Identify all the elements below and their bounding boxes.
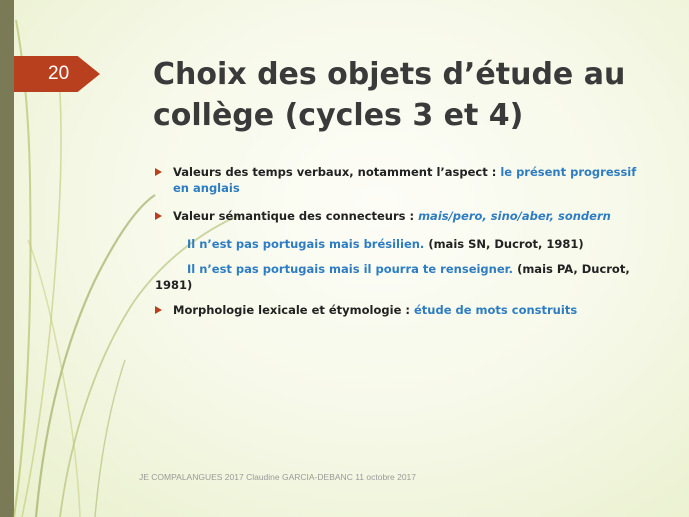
grass-stroke <box>95 360 125 517</box>
bullet-label: Valeur sémantique des connecteurs : <box>173 209 419 223</box>
example-text: Il n’est pas portugais mais il pourra te renseigner. <box>187 262 514 276</box>
grass-stroke <box>22 60 61 517</box>
bullet-label: Morphologie lexicale et étymologie : <box>173 303 414 317</box>
left-sidebar-bar <box>0 0 14 517</box>
bullet-arrow-icon <box>155 168 162 176</box>
bullet-highlight: mais/pero, sino/aber, sondern <box>418 209 611 223</box>
bullet-label: Valeurs des temps verbaux, notamment l’aspect : <box>173 165 501 179</box>
bullet-arrow-icon <box>155 212 162 220</box>
grass-stroke <box>14 20 30 517</box>
grass-stroke <box>36 195 155 517</box>
slide-title-line-1: Choix des objets d’étude au <box>153 57 626 92</box>
example-reference: (mais SN, Ducrot, 1981) <box>424 237 584 251</box>
bullet-item-connectors <box>155 208 655 224</box>
bullet-arrow-icon <box>155 306 162 314</box>
bullet-item-verb-tenses <box>155 164 655 196</box>
slide-content <box>155 164 655 330</box>
slide-number: 20 <box>48 63 70 84</box>
slide-title-line-2: collège (cycles 3 et 4) <box>153 98 524 133</box>
bullet-item-morphology <box>155 302 655 318</box>
bullet-highlight: le présent progressif en anglais <box>173 165 637 195</box>
example-reference: (mais PA, Ducrot, 1981) <box>155 262 630 292</box>
example-text: Il n’est pas portugais mais brésilien. <box>187 237 425 251</box>
example-line-1 <box>155 236 655 252</box>
slide-title <box>153 54 673 136</box>
grass-stroke <box>28 240 80 517</box>
slide-footer: JE COMPALANGUES 2017 Claudine GARCIA-DEBANC 11 octobre 2017 <box>139 472 417 482</box>
bullet-highlight: étude de mots construits <box>413 303 578 317</box>
example-line-2 <box>155 261 655 293</box>
